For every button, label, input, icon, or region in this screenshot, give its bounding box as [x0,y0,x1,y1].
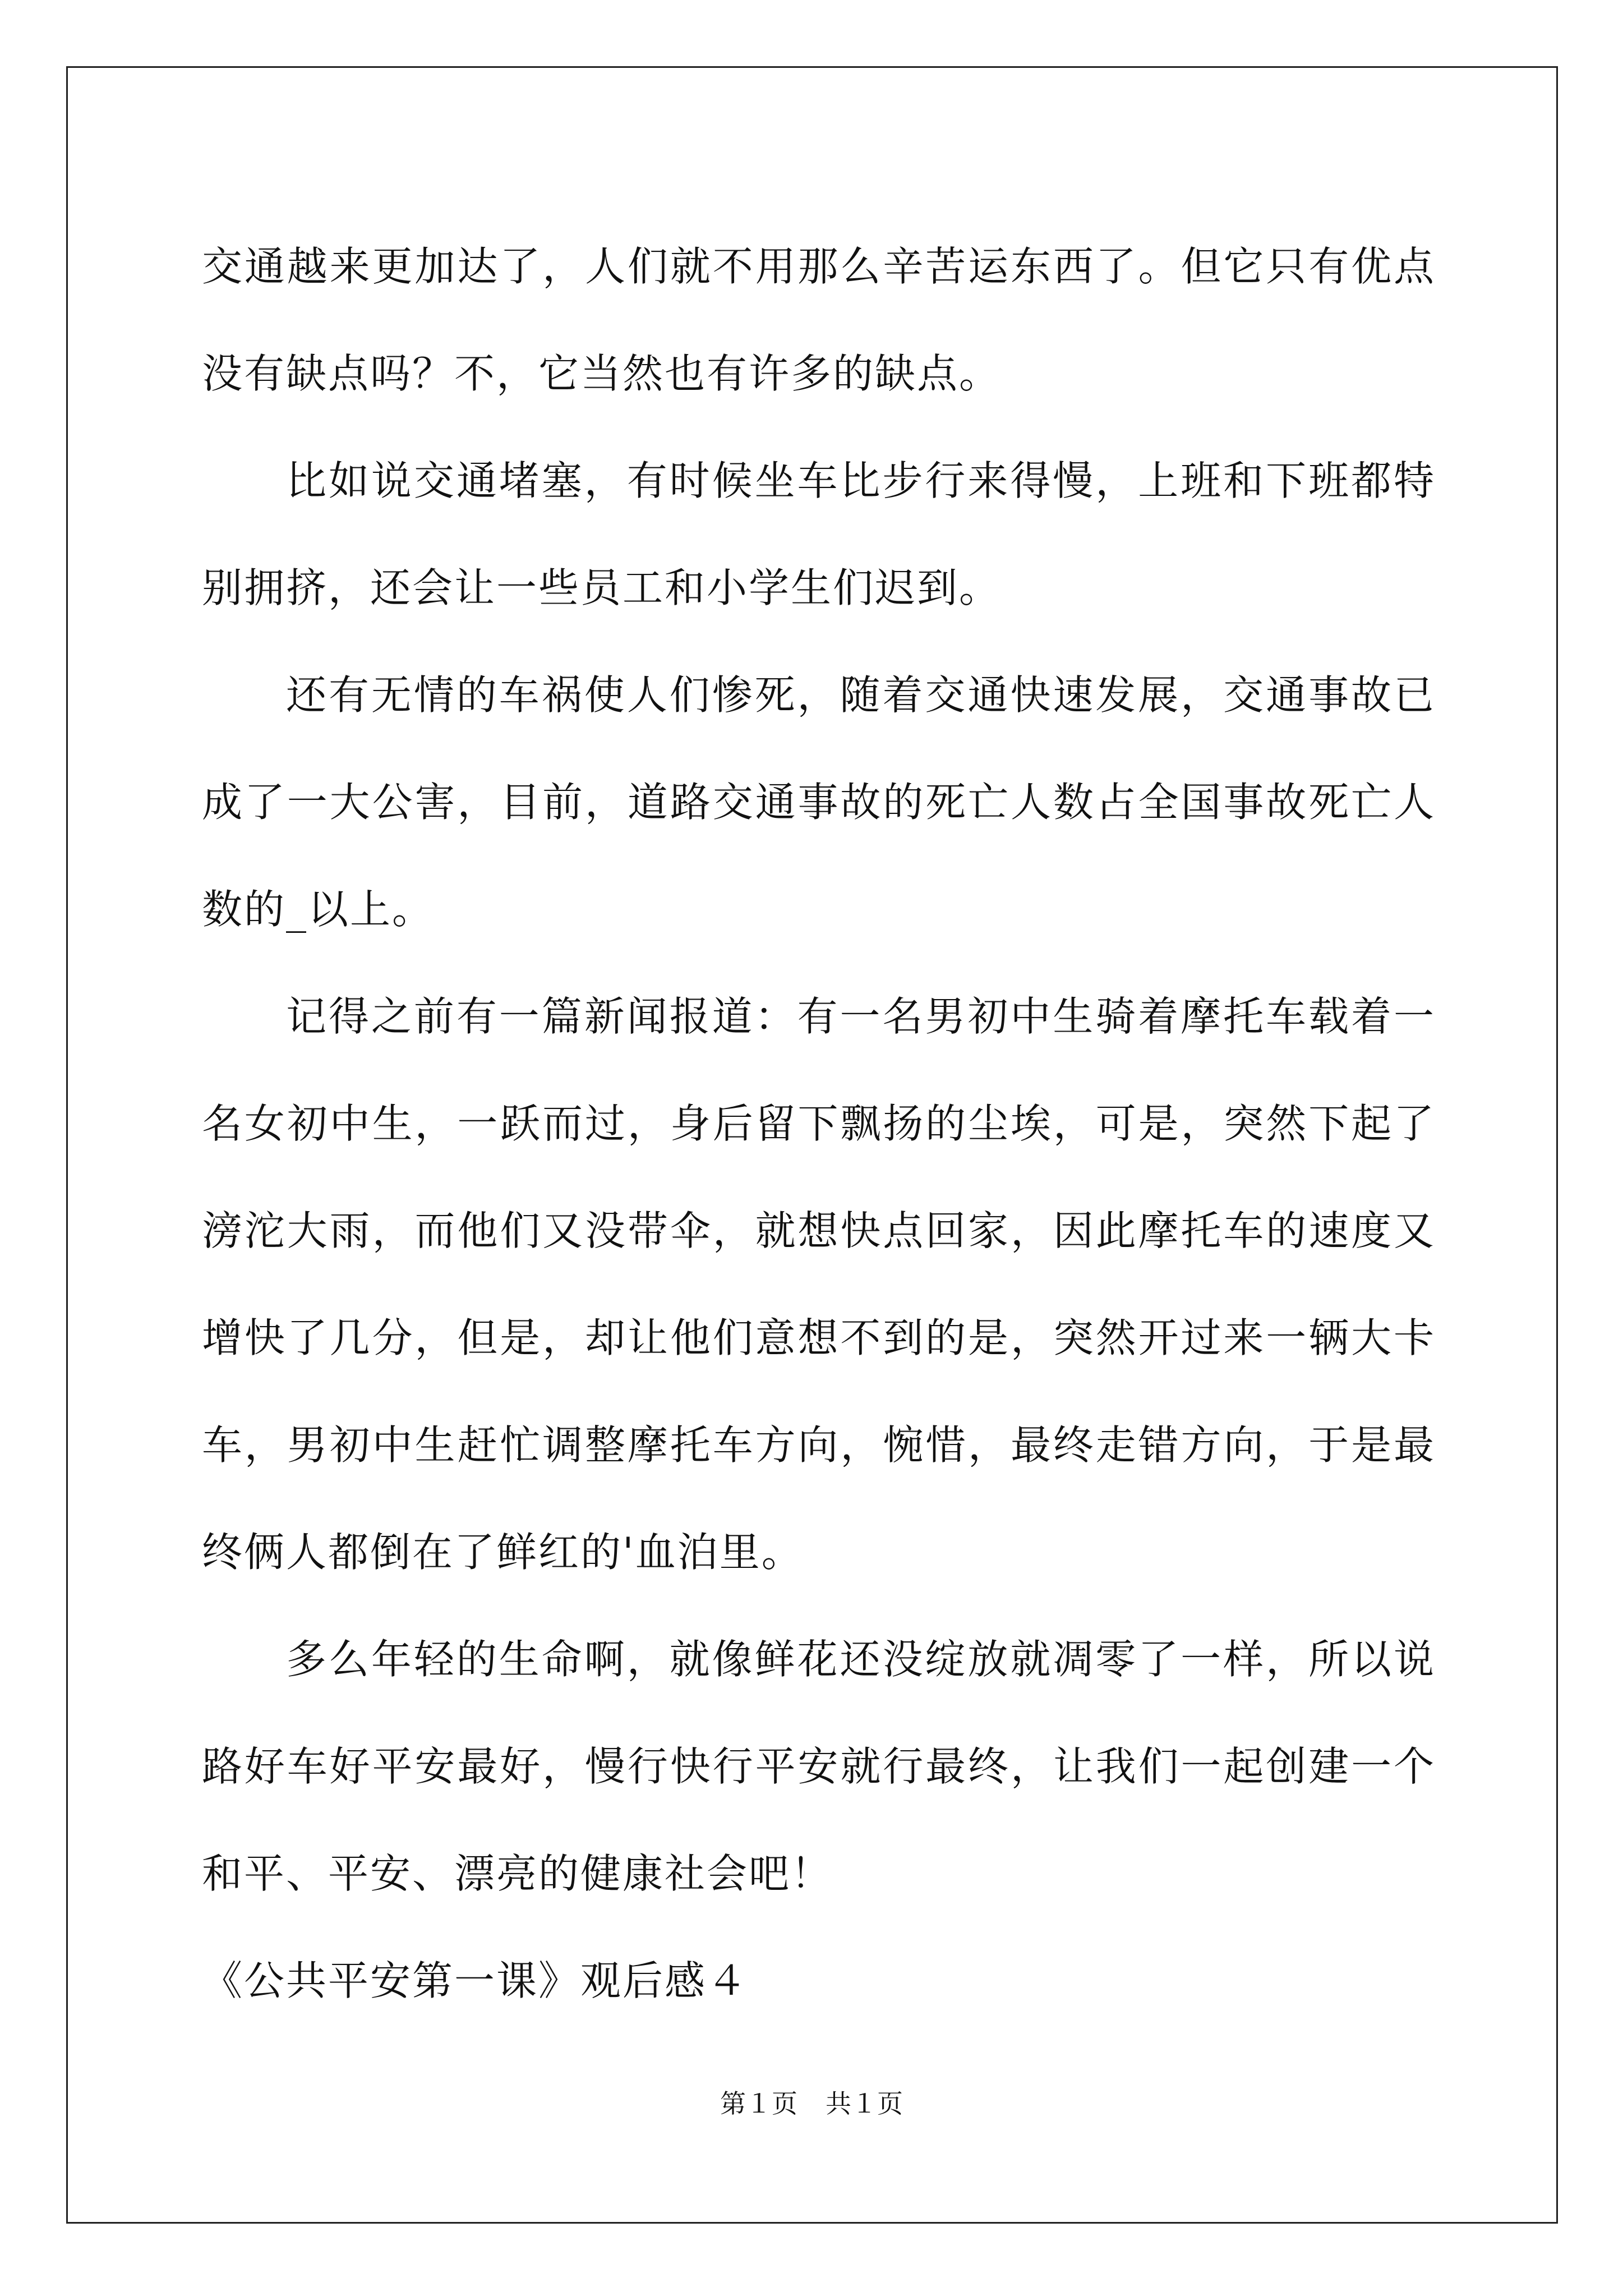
paragraph-1: 交通越来更加达了，人们就不用那么辛苦运东西了。但它只有优点没有缺点吗？不，它当然也有许多的缺点。 [202,243,1436,397]
page-number: 第１页 [720,2088,797,2119]
document-body [202,213,1436,2035]
paragraph-3: 还有无情的车祸使人们惨死，随着交通快速发展，交通事故已成了一大公害，目前，道路交通事故的死亡人数占全国事故死亡人数的_以上。 [202,671,1436,933]
section-heading: 《公共平安第一课》观后感４ [202,1957,749,2004]
paragraph-2: 比如说交通堵塞，有时候坐车比步行来得慢，上班和下班都特别拥挤，还会让一些员工和小学生们迟到。 [202,457,1436,611]
page-total: 共１页 [826,2088,903,2119]
paragraph-5: 多么年轻的生命啊，就像鲜花还没绽放就凋零了一样，所以说路好车好平安最好，慢行快行平安就行最终，让我们一起创建一个和平、平安、漂亮的健康社会吧！ [202,1636,1436,1897]
paragraph-4: 记得之前有一篇新闻报道：有一名男初中生骑着摩托车载着一名女初中生，一跃而过，身后留下飘扬的尘埃，可是，突然下起了滂沱大雨，而他们又没带伞，就想快点回家，因此摩托车的速度又增快了几分，但是，却让他们意想不到的是，突然开过来一辆大卡车，男初中生赶忙调整摩托车方向，惋惜，最终走错方向，于是最终俩人都倒在了鲜红的'血泊里。 [202,993,1436,1576]
page-footer [0,2087,1623,2120]
